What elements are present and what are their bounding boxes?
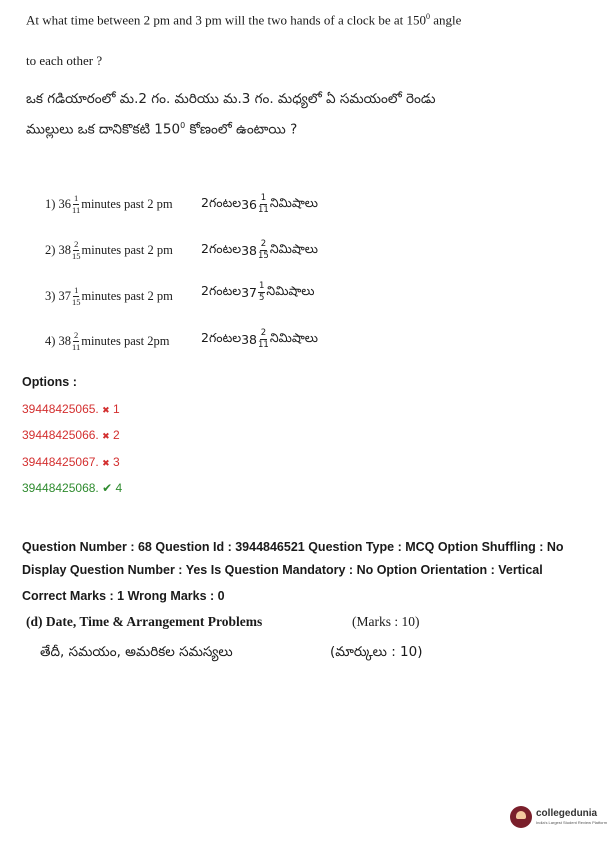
fraction — [72, 286, 81, 306]
te-prefix: 2గంటల — [201, 329, 242, 345]
logo-name: collegedunia — [536, 808, 598, 819]
fraction — [72, 331, 80, 351]
option-value: 3 — [112, 455, 120, 469]
choice-2-english — [45, 240, 173, 260]
question-text-telugu: ఒక గడియారంలో మ.2 గం. మరియు మ.3 గం. మధ్యలో ఏ సమయంలో రెండు — [26, 91, 436, 107]
choice-1-english — [45, 194, 173, 214]
section-marks-english: (Marks : 10) — [352, 614, 420, 629]
choice-suffix: minutes past 2 pm — [81, 288, 173, 303]
numerator: 2 — [74, 330, 79, 340]
choice-3-telugu — [201, 282, 315, 302]
denominator: 15 — [258, 250, 269, 261]
te-suffix: నిమిషాలు — [269, 194, 318, 210]
denominator: 5 — [259, 292, 265, 303]
option-id: 39448425068. — [22, 481, 99, 495]
choice-suffix: minutes past 2 pm — [81, 196, 173, 211]
fraction — [72, 240, 81, 260]
choice-number: 2) — [45, 242, 56, 257]
question-text-telugu-line2 — [26, 121, 297, 141]
option-id: 39448425066. — [22, 428, 99, 442]
choice-1-telugu — [201, 194, 318, 214]
numerator: 2 — [260, 239, 267, 249]
te-suffix: నిమిషాలు — [266, 282, 315, 298]
check-icon: ✔ — [102, 481, 113, 495]
collegedunia-logo — [510, 806, 607, 828]
options-heading: Options : — [22, 375, 77, 389]
te-whole: 36 — [241, 196, 257, 212]
cross-icon: ✖ — [102, 431, 110, 441]
numerator: 1 — [260, 193, 267, 203]
option-row-3 — [22, 455, 120, 469]
numerator: 1 — [74, 193, 79, 203]
denominator: 11 — [72, 204, 81, 215]
choice-4-telugu — [201, 329, 318, 349]
fraction — [72, 194, 80, 214]
section-marks-telugu: (మార్కులు : 10) — [330, 644, 423, 660]
numerator: 1 — [74, 285, 79, 295]
numerator: 1 — [259, 281, 265, 291]
option-value: 2 — [112, 428, 120, 442]
choice-whole: 38 — [58, 333, 72, 348]
te-whole: 38 — [241, 331, 257, 347]
denominator: 11 — [258, 204, 269, 215]
denominator: 15 — [72, 250, 81, 261]
logo-tagline: India's Largest Student Review Platform — [536, 820, 607, 825]
telugu-line-end: కోణంలో ఉంటాయి ? — [185, 121, 298, 138]
logo-text — [536, 809, 607, 825]
meta-line-3: Correct Marks : 1 Wrong Marks : 0 — [22, 589, 225, 603]
graduate-mascot-icon — [510, 806, 532, 828]
option-row-4 — [22, 481, 122, 495]
choice-4-english — [45, 331, 169, 351]
numerator: 2 — [260, 328, 267, 338]
choice-suffix: minutes past 2pm — [81, 333, 170, 348]
choice-2-telugu — [201, 240, 318, 260]
choice-suffix: minutes past 2 pm — [81, 242, 173, 257]
te-whole: 38 — [241, 242, 257, 258]
denominator: 11 — [72, 341, 81, 352]
degree-sup: 0 — [180, 121, 186, 130]
choice-whole: 37 — [58, 288, 72, 303]
option-id: 39448425067. — [22, 455, 99, 469]
question-text-english — [26, 12, 461, 28]
choice-whole: 38 — [58, 242, 72, 257]
option-row-2 — [22, 428, 120, 442]
choice-whole: 36 — [58, 196, 72, 211]
choice-number: 3) — [45, 288, 56, 303]
cross-icon: ✖ — [102, 458, 110, 468]
choice-3-english — [45, 286, 173, 306]
option-row-1 — [22, 402, 120, 416]
section-title-english: (d) Date, Time & Arrangement Problems — [26, 614, 263, 629]
degree-sup: 0 — [426, 12, 431, 21]
telugu-line: ముల్లులు ఒక దానికొకటి 150 — [26, 121, 181, 138]
option-id: 39448425065. — [22, 402, 99, 416]
te-whole: 37 — [241, 284, 257, 300]
meta-line-1: Question Number : 68 Question Id : 3944846521 Question Type : MCQ Option Shuffling : No — [22, 540, 564, 554]
choice-number: 1) — [45, 196, 56, 211]
denominator: 15 — [72, 296, 81, 307]
fraction — [258, 240, 269, 260]
te-prefix: 2గంటల — [201, 282, 242, 298]
fraction — [258, 329, 269, 349]
choice-number: 4) — [45, 333, 56, 348]
numerator: 2 — [74, 239, 79, 249]
question-line: At what time between 2 pm and 3 pm will the two hands of a clock be at 150 — [26, 12, 427, 28]
te-prefix: 2గంటల — [201, 240, 242, 256]
fraction — [258, 194, 269, 214]
te-suffix: నిమిషాలు — [269, 329, 318, 345]
cross-icon: ✖ — [102, 405, 110, 415]
option-value: 4 — [115, 481, 123, 495]
meta-line-2: Display Question Number : Yes Is Question Mandatory : No Option Orientation : Vertical — [22, 563, 543, 577]
question-text-english-line2: to each other ? — [26, 53, 103, 68]
section-title-telugu: తేదీ, సమయం, అమరికల సమస్యలు — [40, 644, 233, 660]
fraction — [258, 282, 265, 302]
te-suffix: నిమిషాలు — [269, 240, 318, 256]
question-line-end: angle — [430, 12, 462, 28]
option-value: 1 — [112, 402, 120, 416]
denominator: 11 — [258, 339, 269, 350]
te-prefix: 2గంటల — [201, 194, 242, 210]
